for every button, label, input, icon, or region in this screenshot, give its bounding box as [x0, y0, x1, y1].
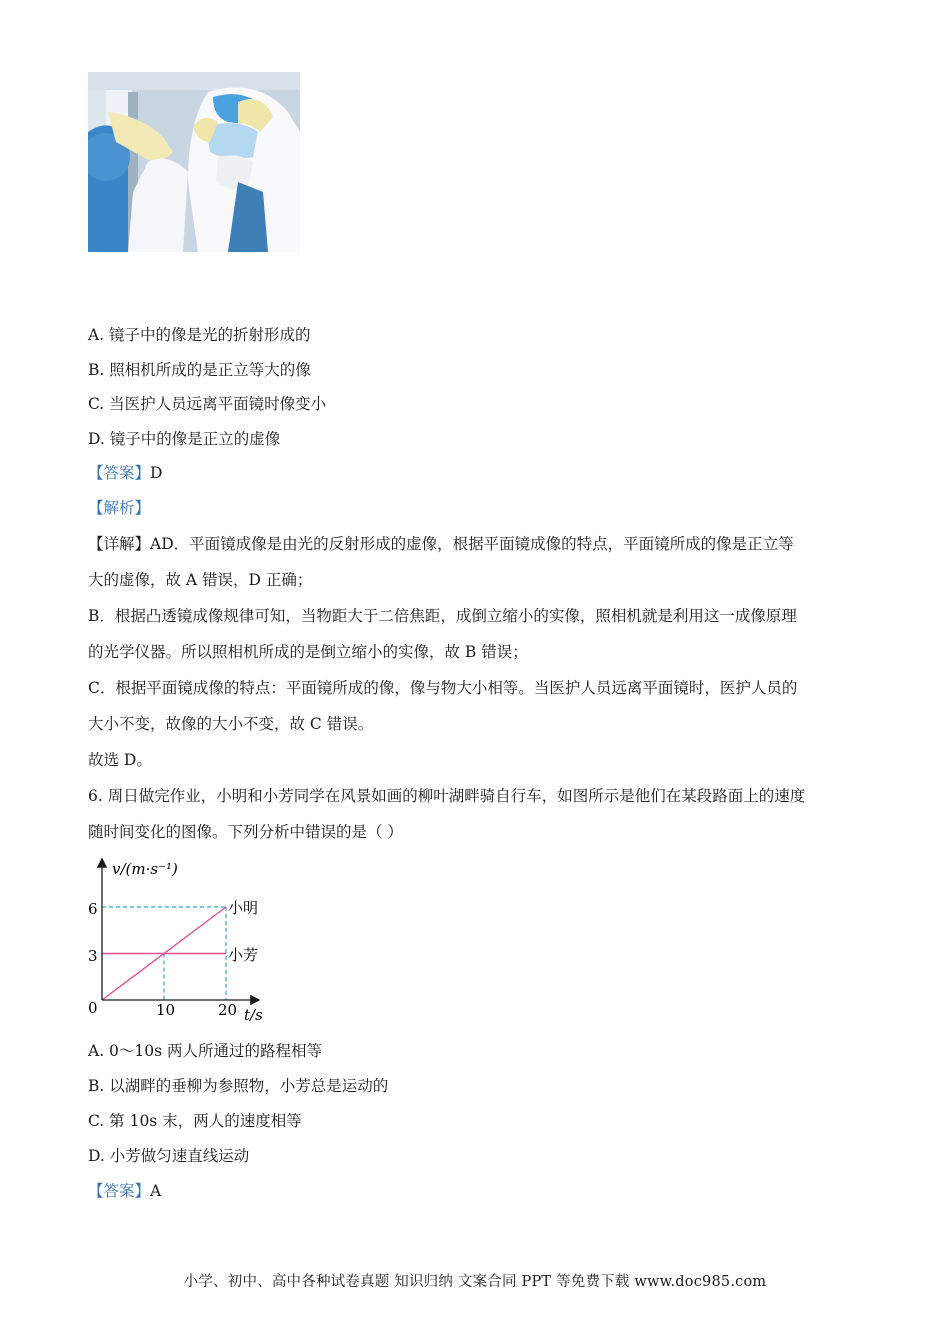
velocity-time-chart-svg	[80, 852, 280, 1032]
q6-option-c: C. 第 10s 末，两人的速度相等	[88, 1112, 302, 1130]
q6-option-a: A. 0～10s 两人所通过的路程相等	[88, 1042, 323, 1060]
q6-option-b: B. 以湖畔的垂柳为参照物，小芳总是运动的	[88, 1077, 389, 1095]
y-axis-label: v/(m·s⁻¹)	[112, 860, 178, 878]
series-label-xiaofang: 小芳	[228, 946, 259, 964]
q5-detail-line-7: 故选 D。	[88, 751, 152, 769]
q5-answer	[88, 463, 162, 483]
q5-detail-line-6: 大小不变，故像的大小不变，故 C 错误。	[88, 715, 374, 733]
q5-detail-line-1	[88, 534, 794, 554]
q6-stem-line-2: 随时间变化的图像。下列分析中错误的是（ ）	[88, 823, 403, 841]
x-axis-label: t/s	[244, 1006, 263, 1024]
answer-value: A	[150, 1182, 162, 1200]
answer-tag: 【答案】	[88, 1182, 151, 1200]
q6-option-d: D. 小芳做匀速直线运动	[88, 1147, 250, 1165]
q5-option-b: B. 照相机所成的是正立等大的像	[88, 361, 311, 379]
y-tick-6: 6	[88, 900, 98, 918]
y-tick-3: 3	[88, 947, 98, 965]
q5-analysis-heading	[88, 498, 150, 518]
origin-label: 0	[88, 999, 98, 1017]
q5-detail-line-4: 的光学仪器。所以照相机所成的是倒立缩小的实像，故 B 错误；	[88, 643, 528, 661]
velocity-time-chart	[80, 852, 280, 1032]
q5-detail-line-3: B．根据凸透镜成像规律可知，当物距大于二倍焦距，成倒立缩小的实像，照相机就是利用这一成像原理	[88, 607, 797, 625]
x-tick-20: 20	[218, 1001, 238, 1019]
detail-text: AD．平面镜成像是由光的反射形成的虚像，根据平面镜成像的特点，平面镜所成的像是正立等	[150, 535, 794, 553]
page-footer: 小学、初中、高中各种试卷真题 知识归纳 文案合同 PPT 等免费下载 www.doc985.com	[183, 1274, 767, 1290]
q5-option-d: D. 镜子中的像是正立的虚像	[88, 430, 281, 448]
detail-tag: 【详解】	[88, 535, 151, 553]
q5-detail-line-2: 大的虚像，故 A 错误，D 正确；	[88, 571, 313, 589]
analysis-tag: 【解析】	[88, 499, 151, 517]
series-label-xiaoming: 小明	[228, 899, 259, 917]
q5-option-a: A. 镜子中的像是光的折射形成的	[88, 326, 311, 344]
q5-detail-line-5: C．根据平面镜成像的特点：平面镜所成的像，像与物大小相等。当医护人员远离平面镜时，医护人员的	[88, 679, 798, 697]
q5-option-c: C. 当医护人员远离平面镜时像变小	[88, 395, 327, 413]
q6-answer	[88, 1181, 161, 1201]
answer-value: D	[150, 464, 163, 482]
x-tick-10: 10	[156, 1001, 176, 1019]
medical-staff-mirror-photo	[88, 72, 300, 252]
answer-tag: 【答案】	[88, 464, 151, 482]
q6-stem-line-1: 6. 周日做完作业，小明和小芳同学在风景如画的柳叶湖畔骑自行车，如图所示是他们在某段路面上的速度	[88, 787, 806, 805]
